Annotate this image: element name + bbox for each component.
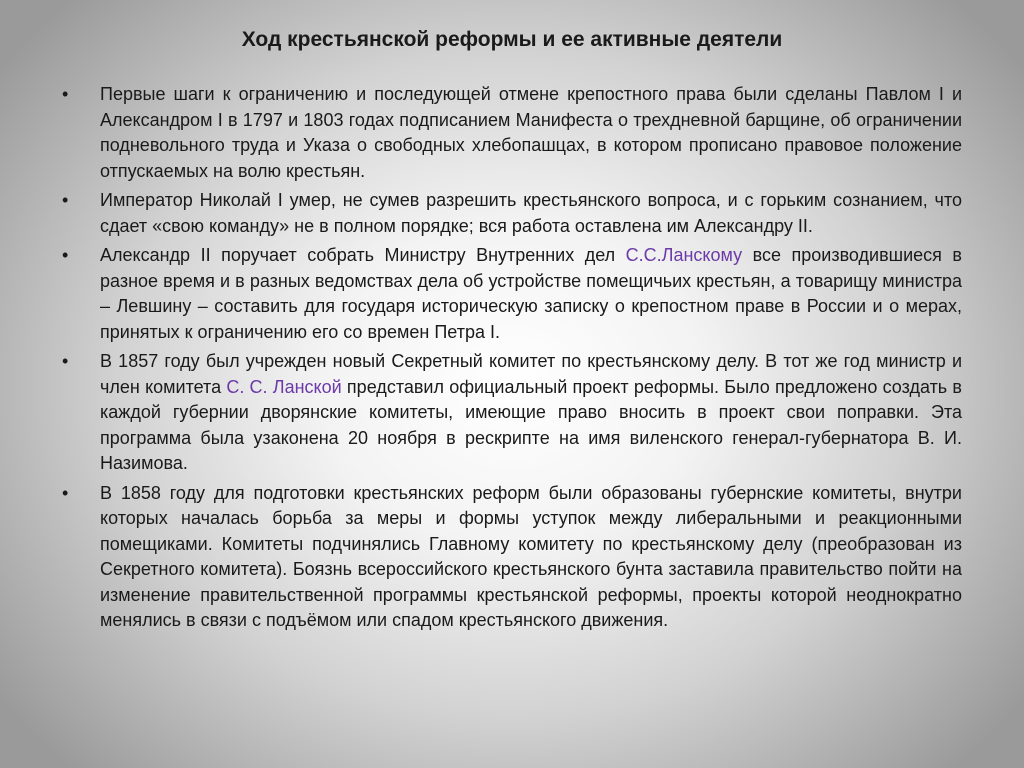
bullet-text-after-link: все производившиеся в разное время и в разных ведомствах дела об устройстве помещичьих крестьян, а товарищу министра – Левшину – составить для государя историческую записку о крепостном праве в России и о мерах, принятых к ограничению его со времен Петра I.	[100, 245, 962, 342]
bullet-marker: •	[62, 190, 69, 210]
slide-title: Ход крестьянской реформы и ее активные деятели	[241, 28, 783, 51]
bullet-item-2	[62, 188, 962, 239]
bullet-marker: •	[62, 351, 69, 371]
bullet-marker: •	[62, 84, 69, 104]
lanskoy-link[interactable]: С.С.Ланскому	[625, 245, 743, 265]
bullet-list	[62, 82, 962, 638]
bullet-marker: •	[62, 245, 69, 265]
bullet-text: Император Николай I умер, не сумев разрешить крестьянского вопроса, и с горьким сознанием, что сдает «свою команду» не в полном порядке; вся работа оставлена им Александру II.	[100, 190, 962, 236]
bullet-text: В 1858 году для подготовки крестьянских реформ были образованы губернские комитеты, внутри которых началась борьба за меры и формы уступок между либеральными и реакционными помещиками. Комитеты подчинялись Главному комитету по крестьянскому делу (преобразован из Секретного комитета). Боязнь всероссийского крестьянского бунта заставила правительство пойти на изменение правительственной программы крестьянской реформы, проекты которой неоднократно менялись в связи с подъёмом или спадом крестьянского движения.	[100, 482, 962, 630]
bullet-text: Первые шаги к ограничению и последующей отмене крепостного права были сделаны Павлом I и Александром I в 1797 и 1803 годах подписанием Манифеста о трехдневной барщине, об ограничении подневольного труда и Указа о свободных хлебопашцах, в котором прописано правовое положение отпускаемых на волю крестьян.	[100, 84, 962, 181]
bullet-item-3	[62, 243, 962, 345]
bullet-text-after-link: представил официальный проект реформы. Было предложено создать в каждой губернии дворянские комитеты, имеющие право вносить в проект свои поправки. Эта программа была узаконена 20 ноября в рескрипте на имя виленского генерал-губернатора В. И. Назимова.	[100, 376, 962, 473]
bullet-item-1	[62, 82, 962, 184]
bullet-item-4	[62, 349, 962, 477]
bullet-text-before-link: В 1857 году был учрежден новый Секретный комитет по крестьянскому делу. В тот же год министр и член комитета	[100, 351, 962, 397]
bullet-text-before-link: Александр II поручает собрать Министру Внутренних дел	[100, 245, 626, 265]
bullet-item-5	[62, 481, 962, 634]
bullet-marker: •	[62, 482, 69, 503]
lanskoy-link[interactable]: С. С. Ланской	[226, 376, 342, 397]
